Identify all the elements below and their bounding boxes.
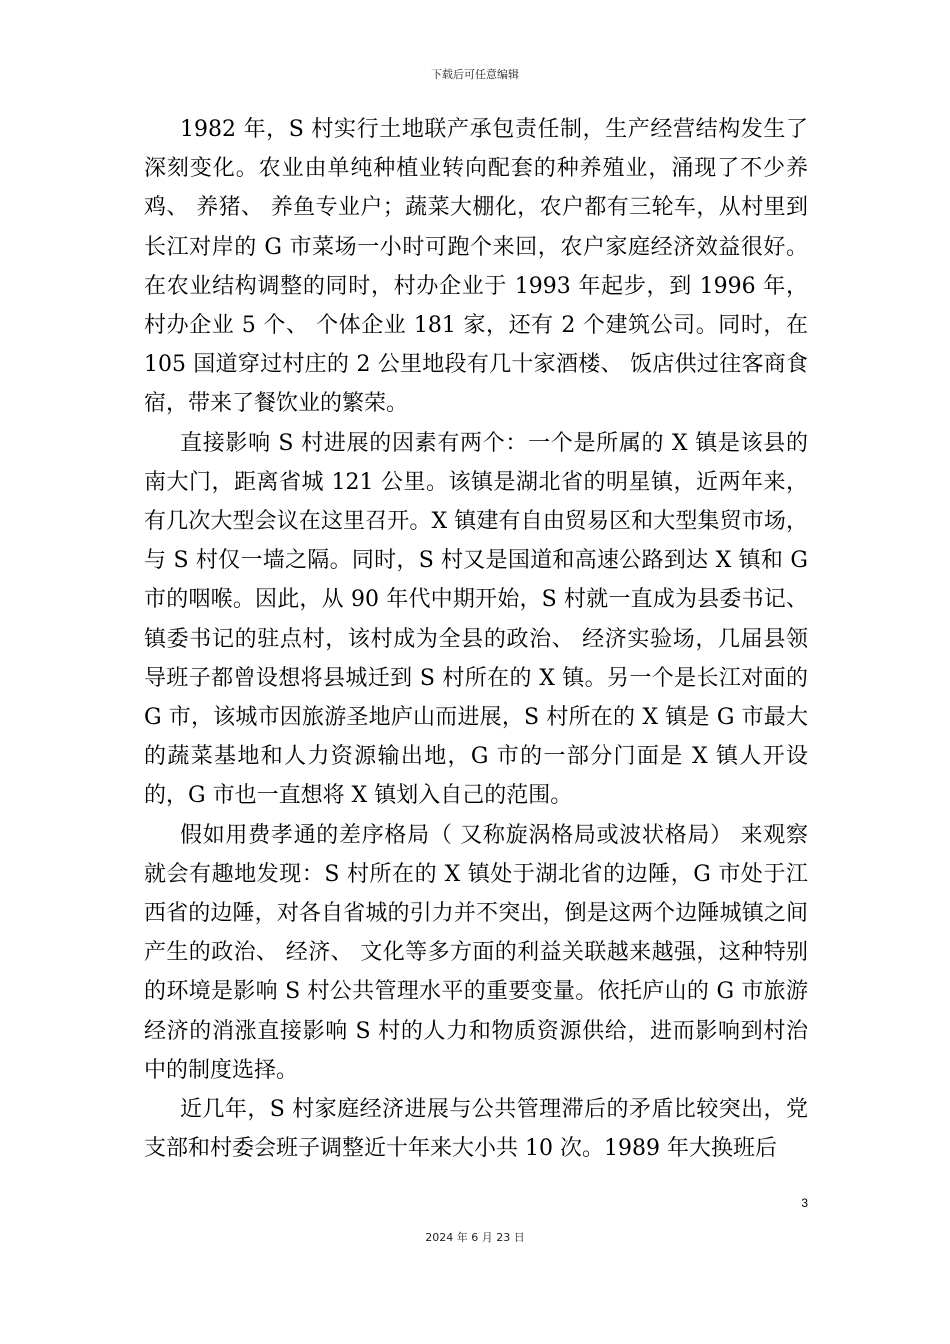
page-footer-date: 2024 年 6 月 23 日 xyxy=(425,1231,525,1244)
page-number: 3 xyxy=(801,1196,808,1210)
paragraph: 假如用费孝通的差序格局（ 又称旋涡格局或波状格局） 来观察就会有趣地发现：S 村所在的 X 镇处于湖北省的边陲，G 市处于江西省的边陲，对各自省城的引力并不突出，倒是这两个边陲城镇之间产生的政治、 经济、 文化等多方面的利益关联越来越强，这种特别的环境是影响 S 村公共管理水平的重要变量。依托庐山的 G 市旅游经济的消涨直接影响 S 村的人力和物质资源供给，进而影响到村治中的制度选择。 xyxy=(144,822,808,1083)
paragraph: 近几年，S 村家庭经济进展与公共管理滞后的矛盾比较突出，党支部和村委会班子调整近十年来大小共 10 次。1989 年大换班后 xyxy=(144,1097,808,1162)
page-header: 下载后可任意编辑 xyxy=(431,68,519,81)
paragraph: 1982 年，S 村实行土地联产承包责任制，生产经营结构发生了深刻变化。农业由单纯种植业转向配套的种养殖业，涌现了不少养鸡、 养猪、 养鱼专业户；蔬菜大棚化，农户都有三轮车，从村里到长江对岸的 G 市菜场一小时可跑个来回，农户家庭经济效益很好。在农业结构调整的同时，村办企业于 1993 年起步，到 1996 年，村办企业 5 个、 个体企业 181 家，还有 2 个建筑公司。同时，在 105 国道穿过村庄的 2 公里地段有几十家酒楼、 饭店供过往客商食宿，带来了餐饮业的繁荣。 xyxy=(144,117,808,417)
paragraph: 直接影响 S 村进展的因素有两个：一个是所属的 X 镇是该县的南大门，距离省城 121 公里。该镇是湖北省的明星镇，近两年来，有几次大型会议在这里召开。X 镇建有自由贸易区和大型集贸市场，与 S 村仅一墙之隔。同时，S 村又是国道和高速公路到达 X 镇和 G 市的咽喉。因此，从 90 年代中期开始，S 村就一直成为县委书记、 镇委书记的驻点村，该村成为全县的政治、 经济实验场，几届县领导班子都曾设想将县城迁到 S 村所在的 X 镇。另一个是长江对面的 G 市，该城市因旅游圣地庐山而进展，S 村所在的 X 镇是 G 市最大的蔬菜基地和人力资源输出地，G 市的一部分门面是 X 镇人开设的，G 市也一直想将 X 镇划入自己的范围。 xyxy=(144,430,808,809)
document-body xyxy=(144,110,808,1168)
